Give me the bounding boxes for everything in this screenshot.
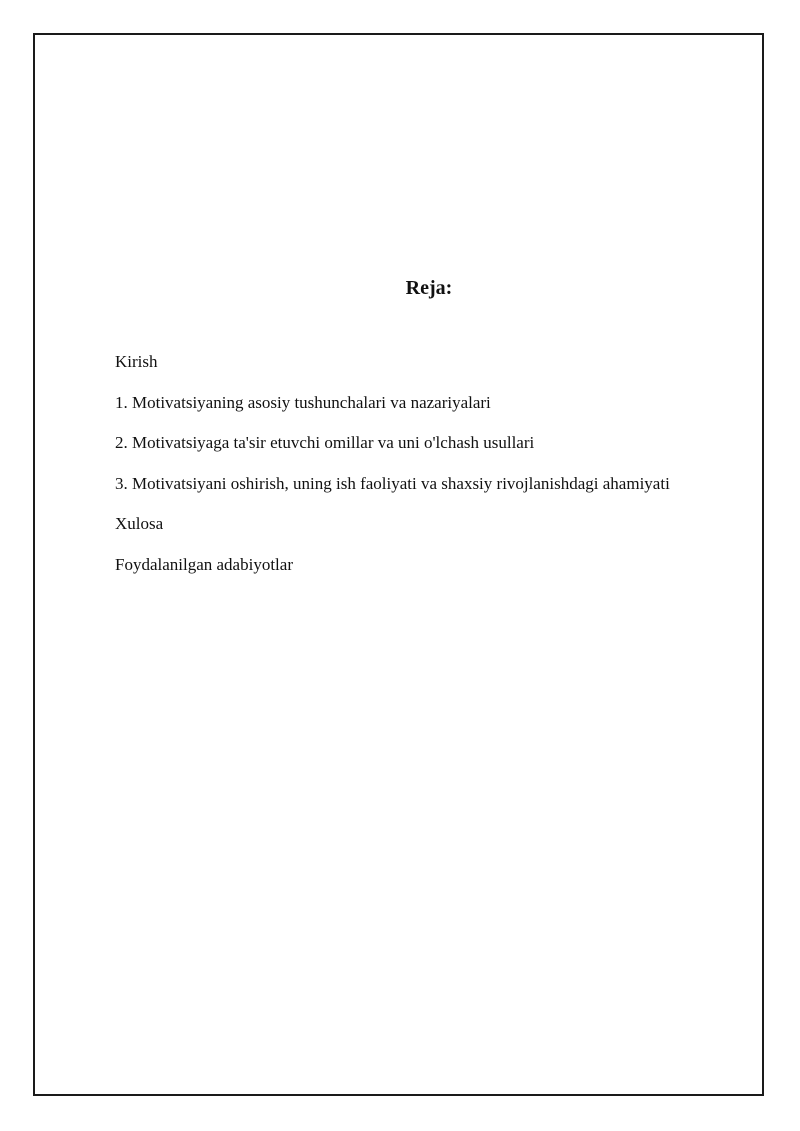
toc-item-conclusion: Xulosa: [115, 514, 164, 533]
toc-item-introduction: Kirish: [115, 352, 158, 371]
toc-item-chapter-3: 3. Motivatsiyani oshirish, uning ish faoliyati va shaxsiy rivojlanishdagi ahamiyati: [115, 473, 670, 493]
toc-item-chapter-1: 1. Motivatsiyaning asosiy tushunchalari va nazariyalari: [115, 392, 491, 412]
table-of-contents: [115, 352, 670, 595]
toc-item-references: Foydalanilgan adabiyotlar: [115, 554, 293, 574]
document-title: Reja:: [405, 277, 453, 299]
toc-item-chapter-2: 2. Motivatsiyaga ta'sir etuvchi omillar va uni o'lchash usullari: [115, 433, 535, 452]
